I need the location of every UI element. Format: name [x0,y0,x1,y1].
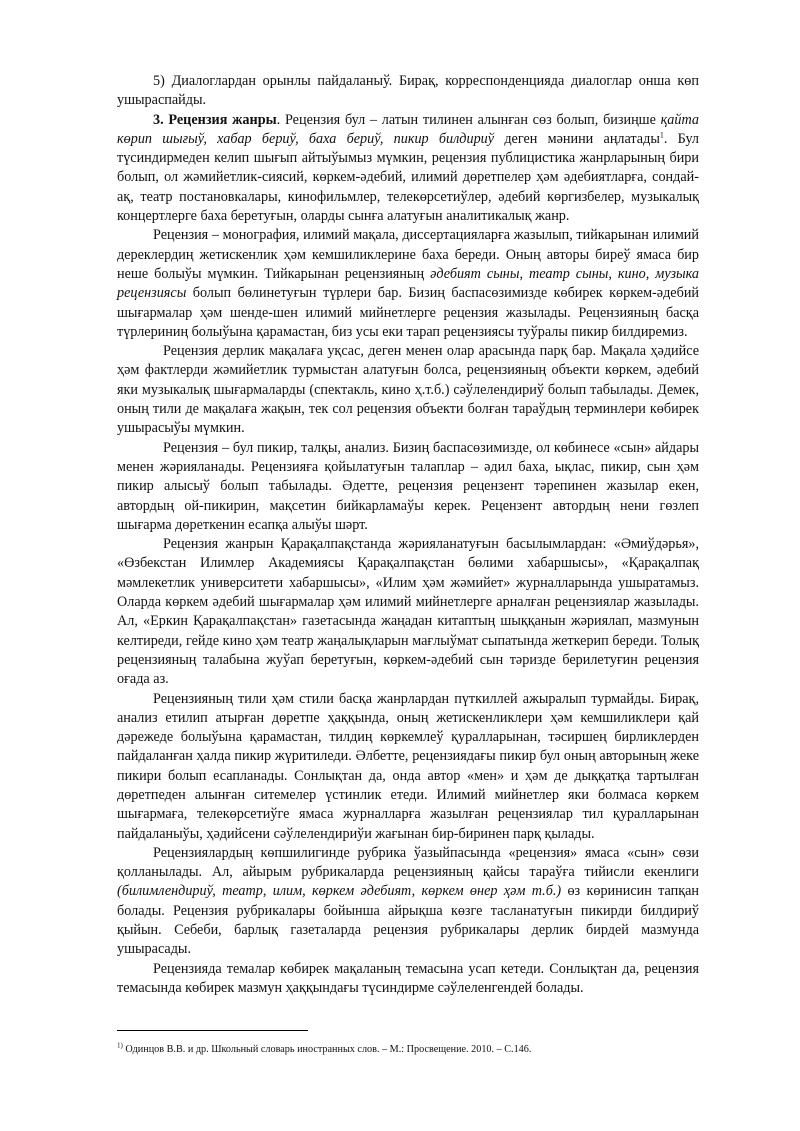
paragraph-7: Рецензияның тили ҳәм стили басқа жанрлардан пүткиллей ажыралып турмайды. Бирақ, анализ етилип атырған дөретпе ҳаққында, оның жетискенликлери ҳәм кемшиликлери қай дәрежеде болыўына қарамастан, тилдиң көркемлеў қуралларынан, тәсиршең бирликлерден пайдаланған ҳалда пикир жүритиледи. Әлбетте, рецензиядағы пикир бул оның авторының жеке пикири болып есапланады. Сонлықтан да, онда автор «мен» и ҳәм де дыққатқа тартылған дөретпеден алынған ситемелер үстинлик етеди. Илимий мийнетлер яки болмаса көркем шығармаға, телекөрсетиўге ямаса журналларға жазылған рецензиялар тил қуралларынан пайдаланыўы, ҳәдийсени сәўлелендириўи жағынан бир-биринен парқ қылады. [117,690,699,842]
footnote-separator [117,1030,308,1031]
paragraph-2-text-b: деген мәнини аңлатады [494,130,660,147]
paragraph-2-text-a: . Рецензия бул – латын тилинен алынған сөз болып, бизиңше [276,111,661,128]
paragraph-2-text-c: . Бул түсиндирмеден келип шығып айтыўымыз мүмкин, рецензия публицистика жанрларының бири болып, ол жәмийетлик-сиясий, көркем-әдебий, илимий дөретпелер ҳәм әдебиятларға, сондай-ақ, театр постановкалары, кинофильмлер, телекөрсетиўлер, әдебий көргизбелер, музыкалық концертлерге баха беретуғын, оларды сынға алатуғын аналитикалық жанр. [117,130,700,225]
paragraph-6: Рецензия жанрын Қарақалпақстанда жәрияланатуғын басылымлардан: «Әмиўдәрья», «Өзбекстан Илимлер Академиясы Қарақалпақстан бөлими хабаршысы», «Қарақалпақ мәмлекетлик университети хабаршысы», «Илим ҳәм жәмийет» журналларында ушыратамыз. Оларда көркем әдебий шығармалар ҳәм илимий мийнетлерге арналған рецензиялар жазылады. Ал, «Еркин Қарақалпақстан» газетасында жаңадан китаптың шыққанын жәриялап, мазмунын келтиреди, гейде кино ҳәм театр жаңалықларын мағлыўмат сыпатында жеткерип береди. Толық рецензияның талабына жуўап беретуғын, көркем-әдебий сын тәризде берилетуғин рецензия оғада аз. [117,536,699,688]
paragraph-3 [117,226,699,342]
document-page [117,72,699,998]
section-heading: 3. Рецензия жанры [153,111,277,128]
paragraph-3-italic: әдебият сыны, театр сыны, кино, музыка рецензиясы [117,265,699,302]
footnote-marker: 1) [117,1041,123,1050]
paragraph-3-text-a: Рецензия – монография, илимий мақала, диссертацияларға жазылып, тийкарынан илимий дереклердиң жетискенлик ҳәм кемшиликлерине баха береди. Оның авторы биреў ямаса бир неше болыўы мүмкин. Тийкарынан рецензияның [117,227,699,282]
paragraph-8-italic: (билимлендириў, театр, илим, көркем әдебият, көркем өнер ҳәм т.б.) [117,883,562,900]
paragraph-3-text-b: болып бөлинетуғын түрлери бар. Бизиң баспасөзимизде көбирек көркем-әдебий шығармалар ҳәм шенде-шен илимий мийнетлерге рецензия жазылады. Рецензияның басқа түрлериниң болыўына қарамастан, биз усы еки тарап рецензиясы туўралы пикир билдиремиз. [117,285,699,340]
paragraph-4: Рецензия дерлик мақалаға уқсас, деген менен олар арасында парқ бар. Мақала ҳәдийсе ҳәм фактлерди жәмийетлик турмыстан алатуғын болса, рецензияның объекти көркем, әдебий яки музыкалық шығармаларды (спектакль, кино ҳ.т.б.) сәўлелендириў болып табылады. Демек, оның тили де мақалаға жақын, тек сол рецензия объекти болған тараўдың терминлери көбирек ушырасыўы мүмкин. [117,343,699,437]
paragraph-1: 5) Диалоглардан орынлы пайдаланыў. Бирақ, корреспонденцияда диалоглар онша көп ушыраспайды. [117,73,699,109]
paragraph-9: Рецензияда темалар көбирек мақаланың темасына усап кетеди. Сонлықтан да, рецензия темасында көбирек мазмун ҳаққындағы түсиндирме сәўлеленгендей болады. [117,960,699,996]
footnote [117,1043,699,1056]
paragraph-2-italic: қайта көрип шығыў, хабар бериў, баха бериў, пикир билдириў [117,111,700,147]
paragraph-8-text-a: Рецензиялардың көпшилигинде рубрика ўазыйпасында «рецензия» ямаса «сын» сөзи қолланылады. Ал, айырым рубрикаларда рецензияның қайсы тараўға тийисли екенлиги [117,844,699,881]
paragraph-8 [117,844,699,960]
footnote-text: Одинцов В.В. и др. Школьный словарь иностранных слов. – М.: Просвещение. 2010. – С.146. [122,1044,532,1055]
paragraph-8-text-b: өз көринисин тапқан болады. Рецензия рубрикалары бойынша айрықша көзге тасланатуғын пикирди билдириў қыйын. Себеби, барлық газеталарда рецензия рубрикалары дерлик бирдей мазмунда ушырасады. [117,883,699,958]
paragraph-5: Рецензия – бул пикир, талқы, анализ. Бизиң баспасөзимизде, ол көбинесе «сын» айдары менен жәрияланады. Рецензияға қойылатуғын талаплар – әдил баха, ықлас, пикир, сын ҳәм пикир алысыў болып табылады. Әдетте, рецензия рецензент тәрепинен жазылар екен, автордың ой-пикирин, мақсетин бийкарламаўы керек. Рецензент автордың нени гөзлеп шығарма дөреткенин есапқа алыўы шәрт. [117,439,699,533]
paragraph-2 [117,111,699,227]
footnote-reference[interactable]: 1 [659,130,664,140]
